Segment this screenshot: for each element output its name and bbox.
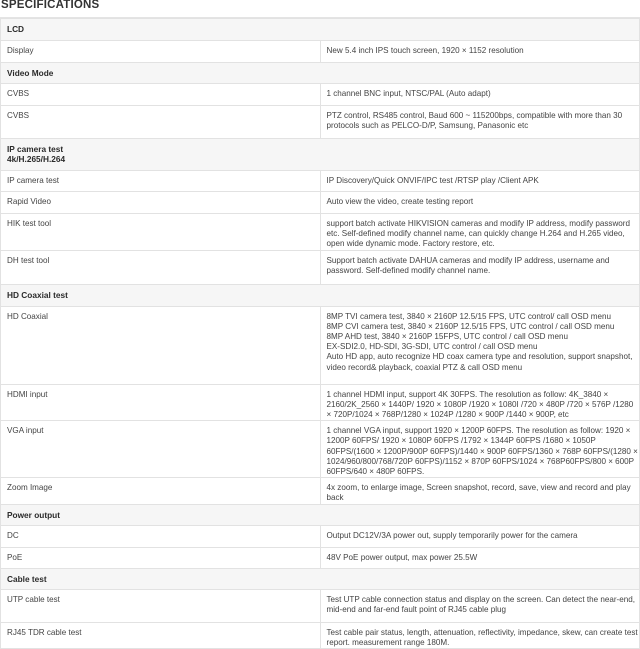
specifications-table — [0, 18, 640, 649]
row-value: 1 channel HDMI input, support 4K 30FPS. The resolution as follow: 4K_3840 × 2160/2K_2560 × 1440P/ 1920 × 1080P /1920 × 1080I /720 × 480P /720 × 576P /1280 × 720P/1024 × 768P/1280 × 1024P /1280 × 900P /1440 × 900P, etc — [320, 384, 640, 421]
row-label: Zoom Image — [1, 478, 321, 504]
value-line: Auto HD app, auto recognize HD coax camera type and resolution, support snapshot, video record& playback, coaxial PTZ & call OSD menu — [326, 352, 633, 372]
row-label: Rapid Video — [1, 192, 321, 214]
row-label: RJ45 TDR cable test — [1, 622, 321, 648]
section-heading-power: Power output — [1, 504, 640, 525]
row-value — [320, 306, 640, 384]
row-label: DH test tool — [1, 250, 321, 284]
table-row — [1, 622, 640, 648]
row-value: Test UTP cable connection status and display on the screen. Can detect the near-end, mid-end and far-end fault point of RJ45 cable plug — [320, 589, 640, 622]
section-header — [1, 568, 640, 589]
table-row — [1, 589, 640, 622]
row-value: IP Discovery/Quick ONVIF/IPC test /RTSP play /Client APK — [320, 171, 640, 192]
table-row — [1, 106, 640, 139]
row-label: CVBS — [1, 84, 321, 106]
table-row — [1, 547, 640, 568]
table-row — [1, 421, 640, 478]
row-value: 1 channel VGA input, support 1920 × 1200P 60FPS. The resolution as follow: 1920 × 1200P 60FPS/ 1920 × 1080P 60FPS /1792 × 1344P 60FPS /1680 × 1050P 60FPS/(1600 × 1200P/900P 60FPS)/1440 × 900P 60FPS/1360 × 768P 60FPS/(1280 × 1024/960/800/768/720P 60FPS)/1152 × 870P 60FPS/1024 × 768P60FPS/800 × 600P 60FPS/640 × 480P 60FPS. — [320, 421, 640, 478]
row-label: VGA input — [1, 421, 321, 478]
page-title: SPECIFICATIONS — [0, 0, 640, 18]
section-header — [1, 19, 640, 41]
table-row — [1, 84, 640, 106]
section-header — [1, 63, 640, 84]
table-row — [1, 478, 640, 504]
section-header — [1, 139, 640, 171]
section-header — [1, 284, 640, 306]
row-label: CVBS — [1, 106, 321, 139]
row-value: Support batch activate DAHUA cameras and modify IP address, username and password. Self-defined modify channel name. — [320, 250, 640, 284]
row-label: HIK test tool — [1, 214, 321, 251]
row-label: DC — [1, 525, 321, 547]
table-row — [1, 214, 640, 251]
row-label: HDMI input — [1, 384, 321, 421]
row-label: IP camera test — [1, 171, 321, 192]
section-heading-line: 4k/H.265/H.264 — [7, 154, 66, 165]
section-heading-cable: Cable test — [1, 568, 640, 589]
section-header — [1, 504, 640, 525]
row-value: 48V PoE power output, max power 25.5W — [320, 547, 640, 568]
row-label: HD Coaxial — [1, 306, 321, 384]
section-heading-lcd: LCD — [1, 19, 640, 41]
row-value: support batch activate HIKVISION cameras and modify IP address, modify password etc. Self-defined modify channel name, can quickly change H.264 and H.265 video, open wide dynamic mode. Factory restore, etc. — [320, 214, 640, 251]
row-label: Display — [1, 41, 321, 63]
table-row — [1, 250, 640, 284]
table-row — [1, 384, 640, 421]
table-row — [1, 306, 640, 384]
section-heading-video-mode: Video Mode — [1, 63, 640, 84]
row-label: UTP cable test — [1, 589, 321, 622]
value-line: EX-SDI2.0, HD-SDI, 3G-SDI, UTC control / call OSD menu — [326, 342, 538, 352]
row-value: New 5.4 inch IPS touch screen, 1920 × 1152 resolution — [320, 41, 640, 63]
section-heading-line: IP camera test — [7, 144, 64, 154]
section-heading-ip-camera — [1, 139, 640, 171]
table-row — [1, 192, 640, 214]
table-row — [1, 171, 640, 192]
section-heading-hd-coaxial: HD Coaxial test — [1, 284, 640, 306]
row-value: Auto view the video, create testing report — [320, 192, 640, 214]
value-line: 8MP CVI camera test, 3840 × 2160P 12.5/15 FPS, UTC control / call OSD menu — [326, 321, 615, 331]
row-value: 4x zoom, to enlarge image, Screen snapshot, record, save, view and record and play back — [320, 478, 640, 504]
row-value: Output DC12V/3A power out, supply temporarily power for the camera — [320, 525, 640, 547]
row-value: PTZ control, RS485 control, Baud 600 ~ 115200bps, compatible with more than 30 protocols such as PELCO-D/P, Samsung, Panasonic etc — [320, 106, 640, 139]
row-label: PoE — [1, 547, 321, 568]
row-value: Test cable pair status, length, attenuation, reflectivity, impedance, skew, can create test report. measurement range 180M. — [320, 622, 640, 648]
table-row — [1, 525, 640, 547]
table-row — [1, 41, 640, 63]
value-line: 8MP TVI camera test, 3840 × 2160P 12.5/15 FPS, UTC control/ call OSD menu — [326, 311, 612, 321]
row-value: 1 channel BNC input, NTSC/PAL (Auto adapt) — [320, 84, 640, 106]
value-line: 8MP AHD test, 3840 × 2160P 15FPS, UTC control / call OSD menu — [326, 332, 569, 342]
